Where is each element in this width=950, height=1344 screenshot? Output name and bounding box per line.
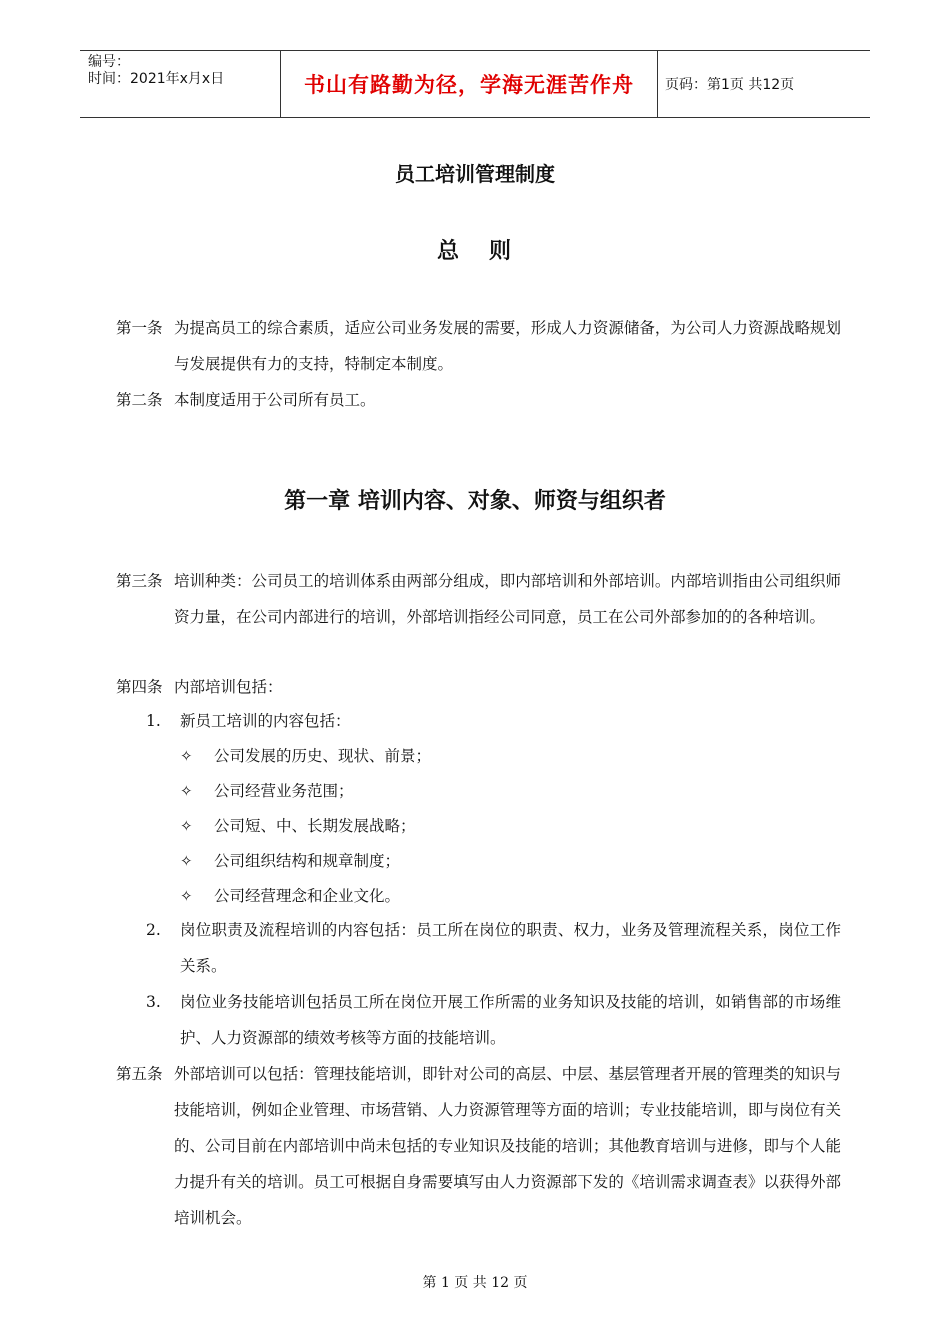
header-page-info: 页码：第1页 共12页 [665, 77, 795, 93]
article-1 [116, 310, 841, 382]
header-motto: 书山有路勤为径，学海无涯苦作舟 [280, 51, 658, 117]
article-5-label: 第五条 [116, 1065, 163, 1083]
doc-number-label: 编号： [88, 54, 130, 70]
article-5 [116, 1056, 841, 1236]
list-item-2-number: 2. [146, 921, 161, 939]
article-2 [116, 382, 841, 418]
article-4-label: 第四条 [116, 678, 163, 696]
article-3-text: 培训种类：公司员工的培训体系由两部分组成，即内部培训和外部培训。内部培训指由公司组织师资力量，在公司内部进行的培训，外部培训指经公司同意，员工在公司外部参加的的各种培训。 [174, 572, 841, 626]
section-general-char-1: 总 [436, 239, 461, 264]
page-footer: 第 1 页 共 12 页 [422, 1275, 528, 1291]
bullet-item-3 [180, 808, 416, 844]
bullet-item-3-text: 公司短、中、长期发展战略； [214, 817, 416, 835]
bullet-item-2 [180, 773, 354, 809]
diamond-bullet-icon: ✧ [180, 852, 193, 870]
bullet-item-2-text: 公司经营业务范围； [214, 782, 354, 800]
article-3-label: 第三条 [116, 572, 163, 590]
document-title: 员工培训管理制度 [395, 162, 555, 186]
section-general-char-2: 则 [489, 239, 514, 264]
bullet-item-5 [180, 878, 400, 914]
list-item-3-text: 岗位业务技能培训包括员工所在岗位开展工作所需的业务知识及技能的培训，如销售部的市场维护、人力资源部的绩效考核等方面的技能培训。 [180, 993, 841, 1047]
diamond-bullet-icon: ✧ [180, 887, 193, 905]
article-1-label: 第一条 [116, 319, 163, 337]
bullet-item-1 [180, 738, 431, 774]
header-meta [80, 51, 280, 117]
article-3 [116, 563, 841, 635]
list-item-1-number: 1. [146, 712, 161, 730]
article-1-text: 为提高员工的综合素质，适应公司业务发展的需要，形成人力资源储备，为公司人力资源战略规划与发展提供有力的支持，特制定本制度。 [174, 319, 841, 373]
bullet-item-4 [180, 843, 400, 879]
diamond-bullet-icon: ✧ [180, 782, 193, 800]
diamond-bullet-icon: ✧ [180, 747, 193, 765]
list-item-2-text: 岗位职责及流程培训的内容包括：员工所在岗位的职责、权力，业务及管理流程关系，岗位工作关系。 [180, 921, 841, 975]
list-item-1 [146, 703, 841, 739]
article-2-text: 本制度适用于公司所有员工。 [174, 391, 376, 409]
list-item-2 [146, 912, 841, 984]
article-4-text: 内部培训包括： [174, 678, 283, 696]
diamond-bullet-icon: ✧ [180, 817, 193, 835]
doc-date-label: 时间：2021年x月x日 [88, 71, 225, 87]
page-header [80, 50, 870, 118]
bullet-item-4-text: 公司组织结构和规章制度； [214, 852, 401, 870]
bullet-item-5-text: 公司经营理念和企业文化。 [214, 887, 401, 905]
bullet-item-1-text: 公司发展的历史、现状、前景； [214, 747, 432, 765]
list-item-1-text: 新员工培训的内容包括： [180, 712, 351, 730]
list-item-3-number: 3. [146, 993, 161, 1011]
list-item-3 [146, 984, 841, 1056]
section-general-title [0, 234, 950, 265]
article-5-text: 外部培训可以包括：管理技能培训，即针对公司的高层、中层、基层管理者开展的管理类的知识与技能培训，例如企业管理、市场营销、人力资源管理等方面的培训；专业技能培训，即与岗位有关的、公司目前在内部培训中尚未包括的专业知识及技能的培训；其他教育培训与进修，即与个人能力提升有关的培训。员工可根据自身需要填写由人力资源部下发的《培训需求调查表》以获得外部培训机会。 [174, 1065, 841, 1227]
article-2-label: 第二条 [116, 391, 163, 409]
chapter-1-title: 第一章 培训内容、对象、师资与组织者 [284, 489, 666, 514]
article-4 [116, 669, 841, 705]
